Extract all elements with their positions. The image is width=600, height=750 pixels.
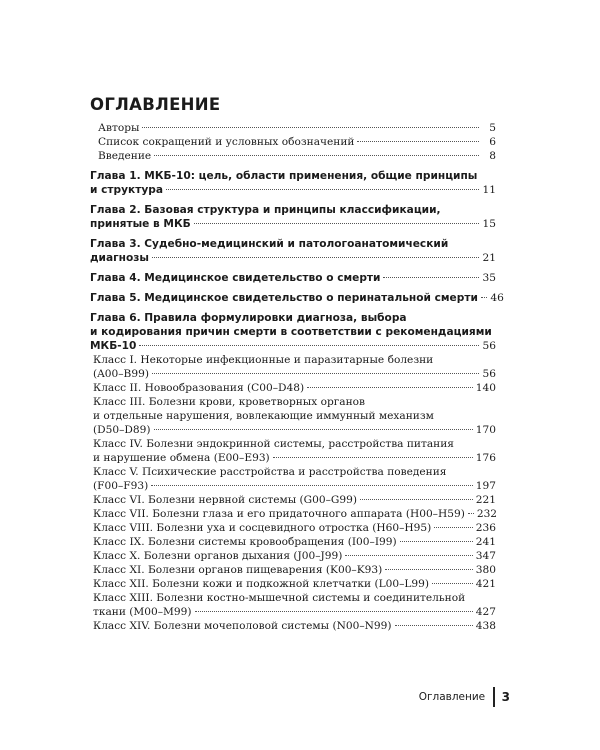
- dot-leader: [383, 277, 479, 278]
- toc-page-number: 236: [475, 522, 496, 534]
- dot-leader: [154, 429, 473, 430]
- dot-leader: [154, 155, 479, 156]
- toc-entry-title: принятые в МКБ: [90, 218, 191, 230]
- toc-entry-title: Глава 1. МКБ-10: цель, области применения, общие принципы: [90, 170, 478, 182]
- toc-entry-title: Класс IV. Болезни эндокринной системы, расстройства питания: [93, 438, 454, 450]
- toc-entry-title: Класс VI. Болезни нервной системы (G00–G99): [93, 494, 357, 506]
- toc-page-number: 11: [482, 184, 496, 196]
- toc-page-number: 35: [482, 272, 496, 284]
- toc-entry-title: Глава 5. Медицинское свидетельство о перинатальной смерти: [90, 292, 478, 304]
- toc-entry-title: Класс XII. Болезни кожи и подкожной клетчатки (L00–L99): [93, 578, 430, 590]
- toc-page-number: 15: [482, 218, 496, 230]
- dot-leader: [395, 625, 473, 626]
- toc-page-number: 197: [475, 480, 496, 492]
- running-header: Оглавление: [418, 691, 486, 703]
- toc-page-number: 140: [475, 382, 496, 394]
- dot-leader: [434, 527, 472, 528]
- toc-page-number: 170: [475, 424, 496, 436]
- toc-entry-title: Глава 2. Базовая структура и принципы классификации,: [90, 204, 441, 216]
- toc-page-number: 221: [475, 494, 496, 506]
- toc-entry: [90, 353, 496, 381]
- toc-entry-title: Список сокращений и условных обозначений: [98, 136, 355, 148]
- dot-leader: [307, 387, 473, 388]
- toc-page-number: 176: [475, 452, 496, 464]
- toc-entry-title: Глава 4. Медицинское свидетельство о смерти: [90, 272, 381, 284]
- toc-entry-title: Класс XIV. Болезни мочеполовой системы (N00–N99): [93, 620, 392, 632]
- toc-entry: [90, 549, 496, 563]
- toc-page-number: 6: [489, 136, 496, 148]
- toc-entry: [90, 591, 496, 619]
- toc-entry: [90, 311, 496, 353]
- toc-entry-title: Класс II. Новообразования (C00–D48): [93, 382, 305, 394]
- toc-page-number: 21: [482, 252, 496, 264]
- toc-entry-title: Глава 6. Правила формулировки диагноза, выбора: [90, 312, 407, 324]
- toc-entry-title: ткани (M00–M99): [93, 606, 192, 618]
- toc-page-number: 8: [489, 150, 496, 162]
- toc-page-number: 380: [475, 564, 496, 576]
- toc-entry-title: Класс III. Болезни крови, кроветворных органов: [93, 396, 365, 408]
- toc-entry-title: Класс VII. Болезни глаза и его придаточного аппарата (H00–H59): [93, 508, 465, 520]
- toc-entry-title: Класс V. Психические расстройства и расстройства поведения: [93, 466, 447, 478]
- toc-page-number: 427: [475, 606, 496, 618]
- toc-entry-title: Класс XI. Болезни органов пищеварения (K00–K93): [93, 564, 383, 576]
- toc-entry-title: Авторы: [98, 122, 140, 134]
- dot-leader: [345, 555, 472, 556]
- toc-entry: [90, 169, 496, 197]
- page-footer: [419, 687, 510, 707]
- toc-entry-title: МКБ-10: [90, 340, 137, 352]
- toc-entry: [90, 203, 496, 231]
- toc-entry: [90, 507, 496, 521]
- dot-leader: [142, 127, 479, 128]
- toc-page-number: 421: [475, 578, 496, 590]
- dot-leader: [400, 541, 473, 542]
- toc-entry-title: (F00–F93): [93, 480, 149, 492]
- toc-entry: [90, 291, 504, 305]
- toc-entry: [90, 121, 496, 135]
- toc-entry-title: Глава 3. Судебно-медицинский и патологоанатомический: [90, 238, 449, 250]
- toc-entry-title: и отдельные нарушения, вовлекающие иммунный механизм: [93, 410, 434, 422]
- toc-entry-title: и структура: [90, 184, 163, 196]
- footer-divider: [493, 687, 495, 707]
- toc-page-number: 5: [489, 122, 496, 134]
- toc-entry-title: Класс I. Некоторые инфекционные и паразитарные болезни: [93, 354, 434, 366]
- dot-leader: [166, 189, 479, 190]
- toc-page-number: 232: [476, 508, 498, 520]
- toc-entry-title: Класс XIII. Болезни костно-мышечной системы и соединительной: [93, 592, 466, 604]
- toc-entry: [90, 437, 496, 465]
- toc-page-number: 56: [482, 368, 496, 380]
- toc-entry-title: Класс X. Болезни органов дыхания (J00–J99): [93, 550, 343, 562]
- dot-leader: [194, 223, 479, 224]
- dot-leader: [468, 513, 474, 514]
- dot-leader: [152, 373, 479, 374]
- dot-leader: [139, 345, 479, 346]
- toc-entry: [90, 563, 496, 577]
- table-of-contents: [90, 121, 504, 633]
- toc-entry-title: диагнозы: [90, 252, 149, 264]
- toc-entry-title: (D50–D89): [93, 424, 151, 436]
- toc-entry: [90, 577, 496, 591]
- toc-entry: [90, 395, 496, 437]
- toc-entry-title: Класс IX. Болезни системы кровообращения (I00–I99): [93, 536, 397, 548]
- dot-leader: [432, 583, 473, 584]
- toc-page-number: 241: [475, 536, 496, 548]
- toc-entry: [90, 381, 496, 395]
- dot-leader: [273, 457, 473, 458]
- toc-page-number: 347: [475, 550, 496, 562]
- toc-entry: [90, 237, 496, 265]
- toc-entry-title: Введение: [98, 150, 152, 162]
- toc-page-number: 46: [490, 292, 504, 304]
- toc-entry-title: и нарушение обмена (E00–E93): [93, 452, 270, 464]
- dot-leader: [152, 257, 479, 258]
- toc-entry-title: Класс VIII. Болезни уха и сосцевидного отростка (H60–H95): [93, 522, 432, 534]
- toc-entry: [90, 271, 496, 285]
- page-number: 3: [501, 690, 510, 704]
- dot-leader: [357, 141, 479, 142]
- toc-entry: [90, 521, 496, 535]
- toc-entry: [90, 149, 496, 163]
- toc-entry-title: (A00–B99): [93, 368, 149, 380]
- toc-entry-title: и кодирования причин смерти в соответствии с рекомендациями: [90, 326, 492, 338]
- toc-entry: [90, 619, 496, 633]
- dot-leader: [385, 569, 473, 570]
- toc-entry: [90, 135, 496, 149]
- dot-leader: [481, 297, 487, 298]
- toc-page-number: 438: [475, 620, 496, 632]
- toc-entry: [90, 535, 496, 549]
- toc-page-number: 56: [482, 340, 496, 352]
- page-title: ОГЛАВЛЕНИЕ: [90, 95, 221, 114]
- toc-entry: [90, 465, 496, 493]
- dot-leader: [195, 611, 473, 612]
- dot-leader: [151, 485, 473, 486]
- toc-entry: [90, 493, 496, 507]
- dot-leader: [360, 499, 473, 500]
